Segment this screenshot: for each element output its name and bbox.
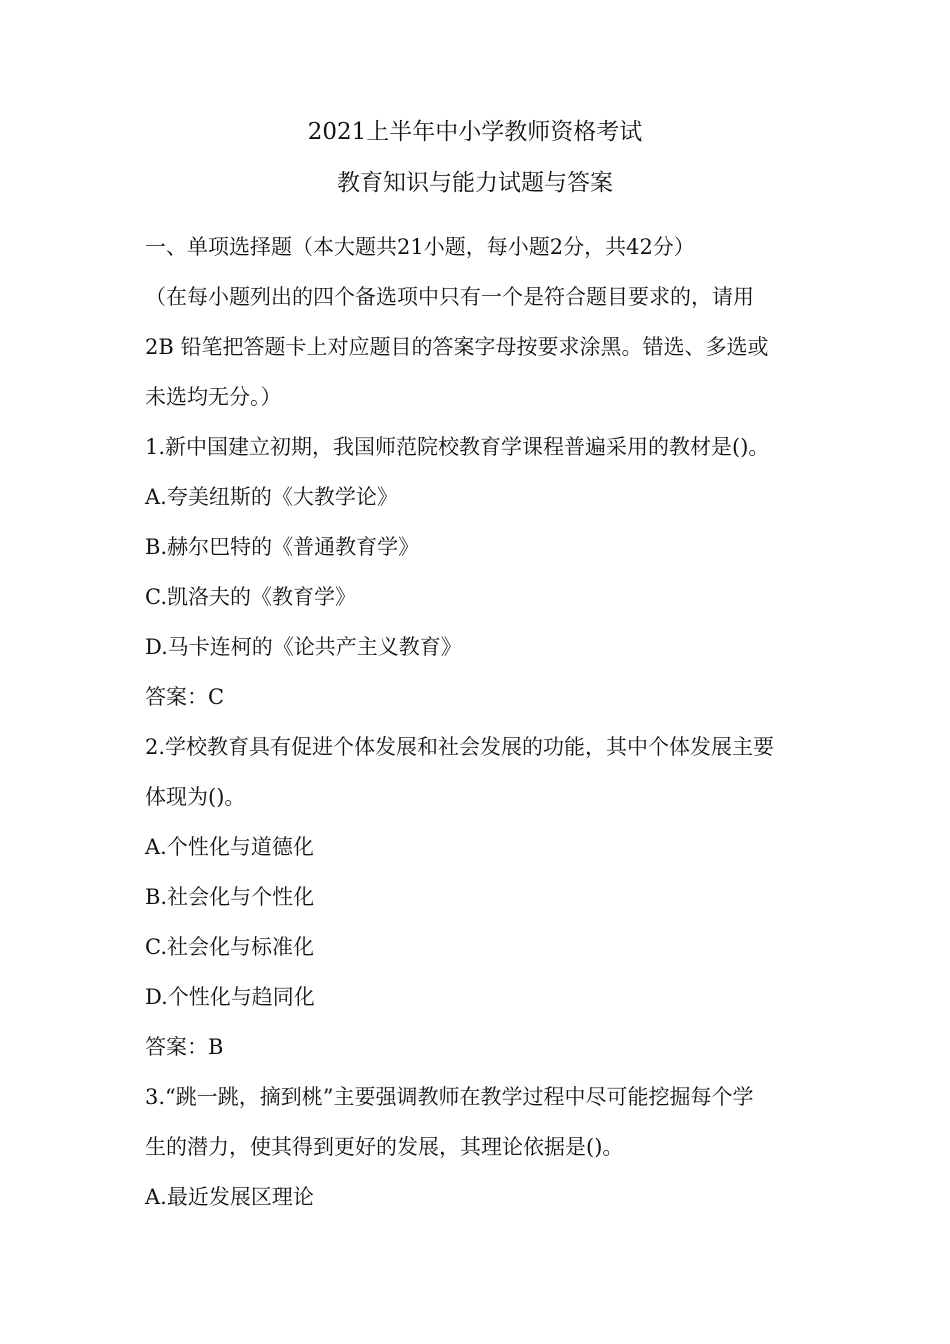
question-2-answer: 答案：B (145, 1035, 224, 1059)
question-3-stem: 生的潜力，使其得到更好的发展，其理论依据是()。 (145, 1135, 624, 1159)
section-instruction-line: 2B 铅笔把答题卡上对应题目的答案字母按要求涂黑。错选、多选或 (145, 335, 769, 359)
document-title-line-1: 2021上半年中小学教师资格考试 (307, 119, 643, 145)
section-instruction-line: （在每小题列出的四个备选项中只有一个是符合题目要求的，请用 (145, 285, 754, 309)
question-2-option-a: A.个性化与道德化 (145, 835, 314, 859)
question-2-stem: 体现为()。 (145, 785, 246, 809)
document-title-line-2: 教育知识与能力试题与答案 (337, 170, 613, 196)
question-1-answer: 答案：C (145, 685, 225, 709)
question-1-option-c: C.凯洛夫的《教育学》 (145, 585, 356, 609)
section-instruction-line: 未选均无分。） (145, 385, 282, 409)
question-3-option-a: A.最近发展区理论 (145, 1185, 314, 1209)
question-1-option-b: B.赫尔巴特的《普通教育学》 (145, 535, 420, 559)
question-2-option-c: C.社会化与标准化 (145, 935, 314, 959)
question-2-stem: 2.学校教育具有促进个体发展和社会发展的功能，其中个体发展主要 (145, 735, 775, 759)
question-2-option-b: B.社会化与个性化 (145, 885, 315, 909)
question-3-stem: 3.“跳一跳，摘到桃”主要强调教师在教学过程中尽可能挖掘每个学 (145, 1085, 754, 1109)
question-2-option-d: D.个性化与趋同化 (145, 985, 315, 1009)
question-1-stem: 1.新中国建立初期，我国师范院校教育学课程普遍采用的教材是()。 (145, 435, 770, 459)
question-1-option-d: D.马卡连柯的《论共产主义教育》 (145, 635, 462, 659)
question-1-option-a: A.夸美纽斯的《大教学论》 (145, 485, 398, 509)
section-heading: 一、单项选择题（本大题共21小题，每小题2分，共42分） (145, 235, 695, 259)
